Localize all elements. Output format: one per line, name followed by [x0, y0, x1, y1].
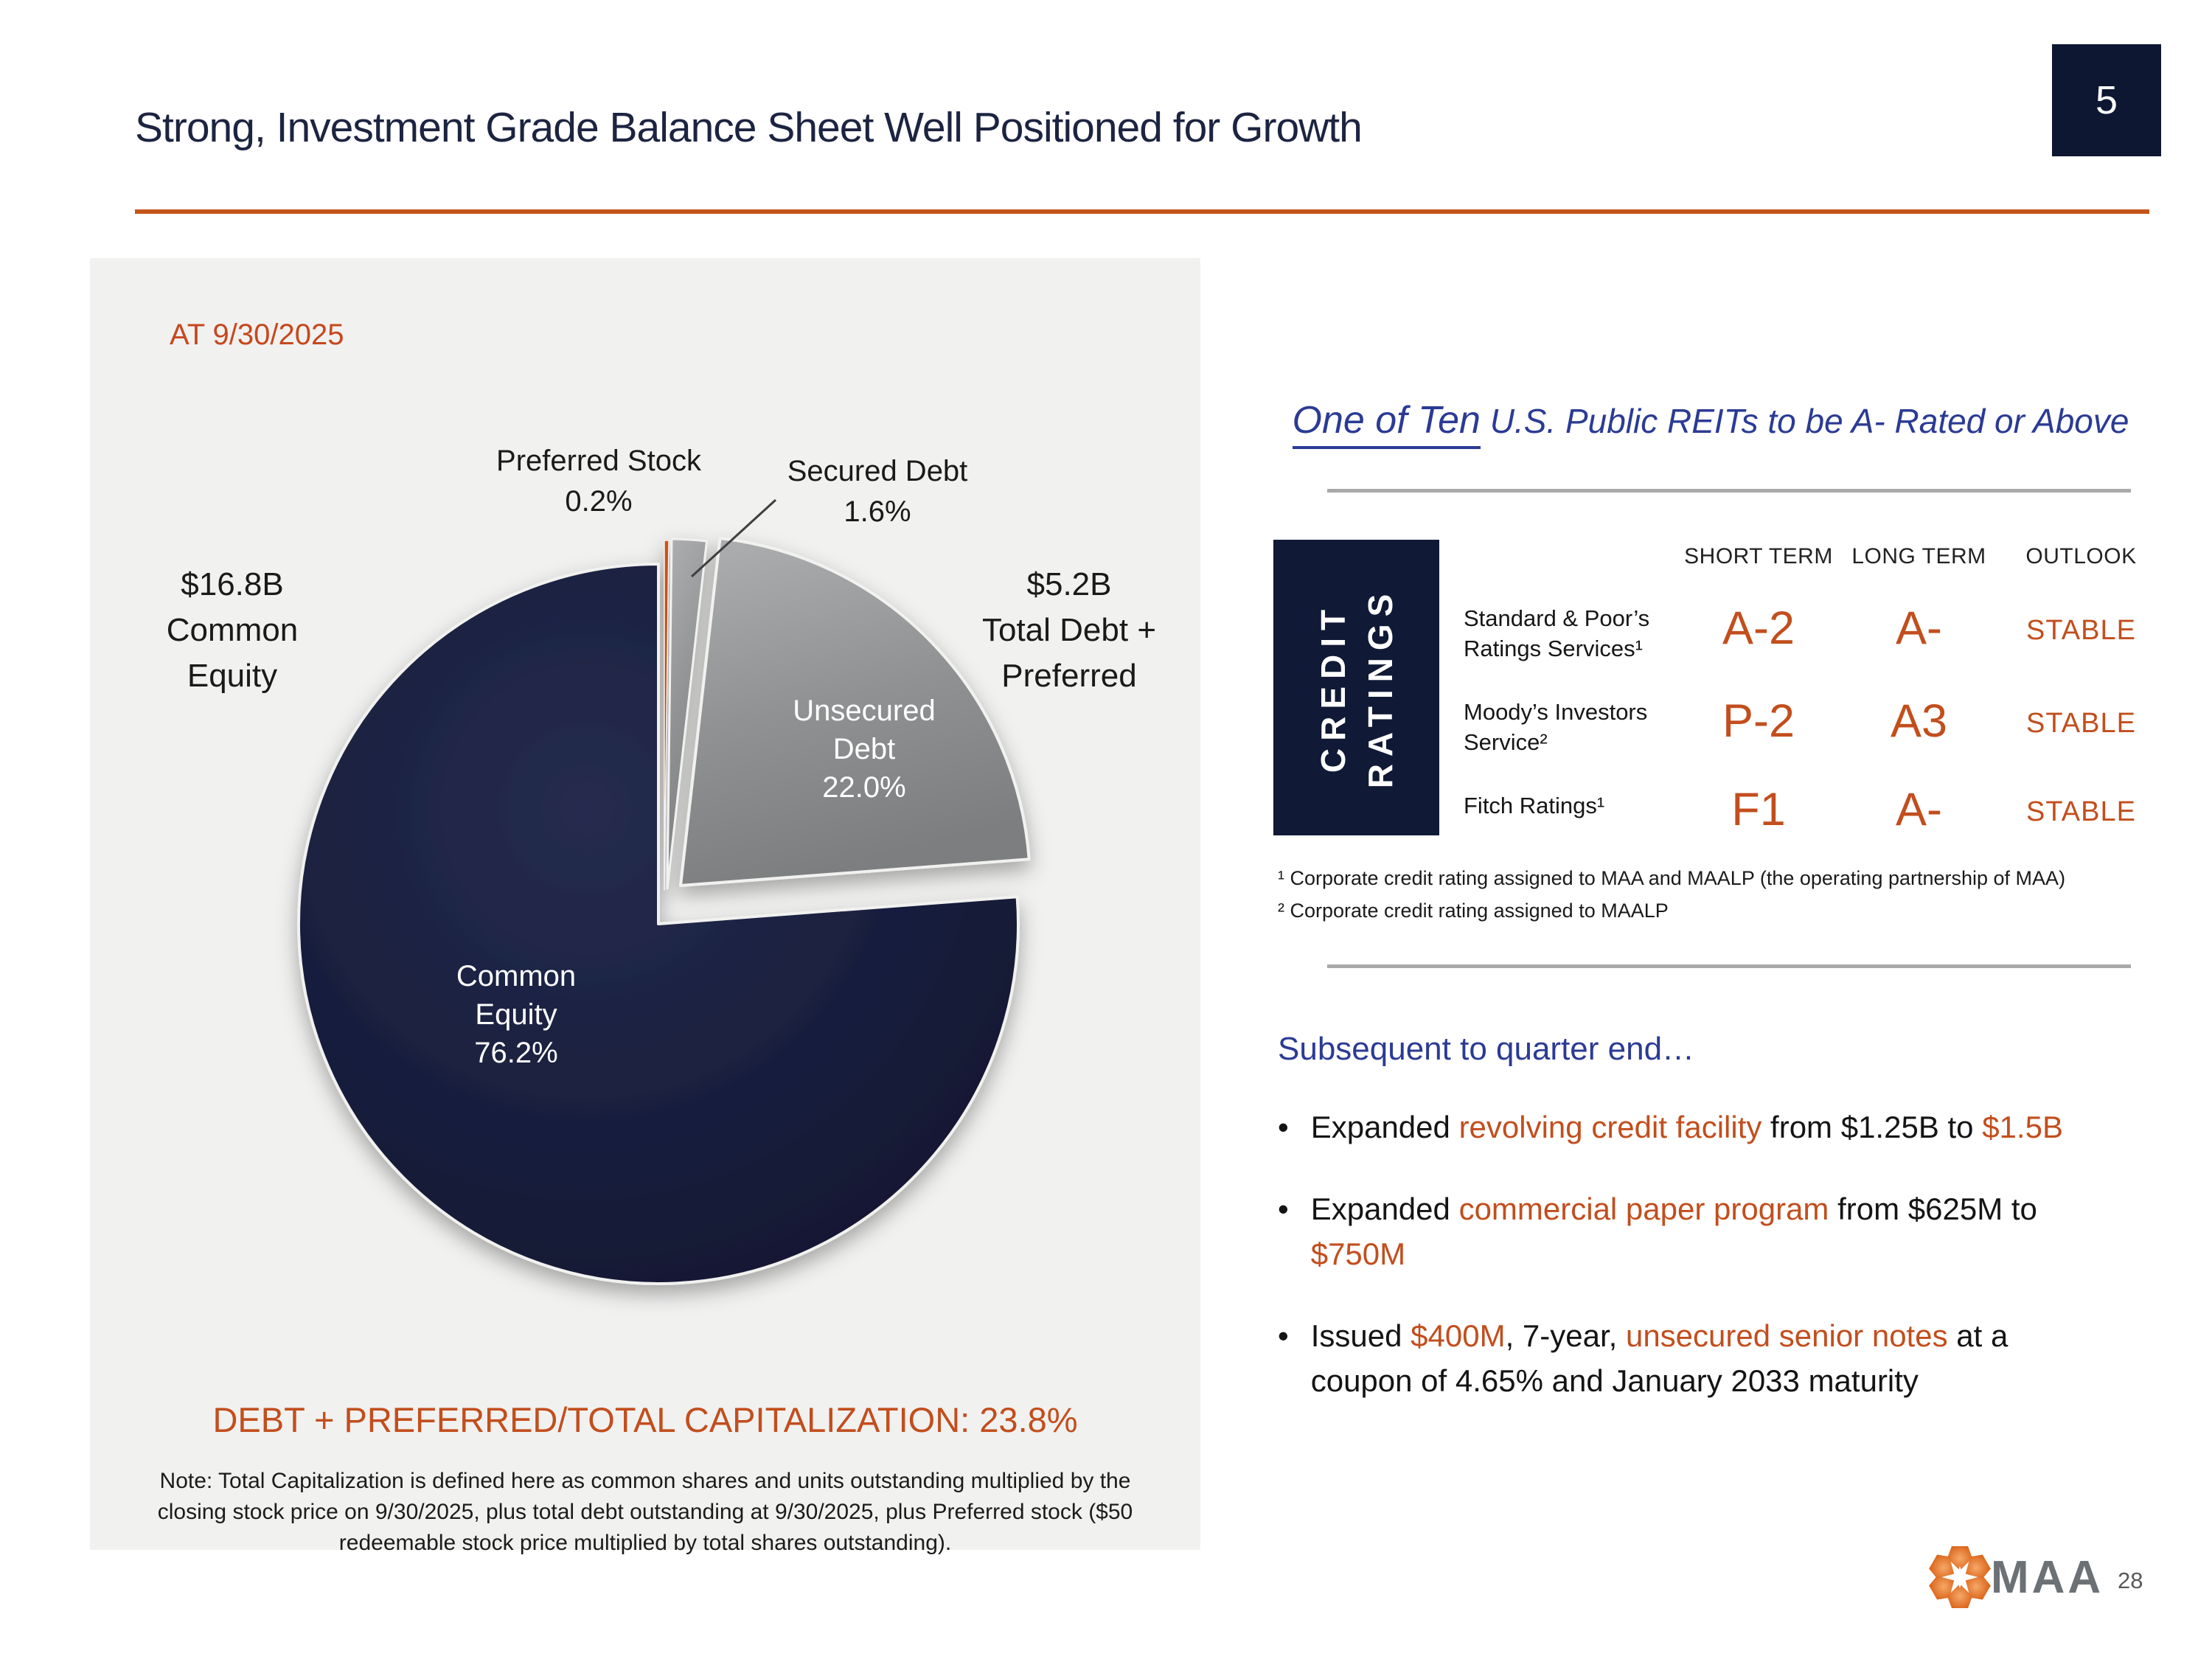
- page-number: 28: [2118, 1568, 2143, 1593]
- bullet-dot: •: [1278, 1318, 1289, 1353]
- common-equity-line3: Equity: [187, 658, 278, 694]
- common-equity-name: Common Equity: [456, 960, 577, 1031]
- bullet-dot: •: [1278, 1192, 1289, 1226]
- label-common-equity: [383, 957, 649, 1072]
- preferred-stock-pct: 0.2%: [565, 485, 633, 518]
- bullet-revolving-credit-text: Expanded revolving credit facility from $1.25B to $1.5B: [1310, 1110, 2063, 1144]
- common-equity-line2: Common: [166, 612, 299, 648]
- maa-logo-icon: [1923, 1540, 1997, 1614]
- secured-debt-pct: 1.6%: [844, 495, 911, 528]
- unsecured-debt-pct: 22.0%: [822, 771, 906, 804]
- fitch-long-term: A-: [1896, 784, 1942, 835]
- total-capitalization-note: Note: Total Capitalization is defined here as common shares and units outstanding multiplied by the closing stock price on 9/30/2025, plus total debt outstanding at 9/30/2025, plus Preferred stock ($50 redeemable stock price multiplied by total shares outstanding).: [157, 1469, 1133, 1555]
- bullet-senior-notes-text: Issued $400M, 7-year, unsecured senior notes at a coupon of 4.65% and January 2033 maturity: [1310, 1318, 2008, 1398]
- secured-debt-name: Secured Debt: [787, 455, 968, 487]
- label-unsecured-debt: [731, 692, 997, 807]
- bullet-commercial-paper: [1278, 1186, 2126, 1276]
- total-debt-annotation: [933, 562, 1206, 699]
- label-preferred-stock: [477, 441, 720, 522]
- title-underline-rule: [135, 209, 2149, 214]
- brand-wordmark: MAA: [1991, 1552, 2104, 1603]
- divider-bottom: [1327, 964, 2131, 968]
- fitch-outlook: STABLE: [2026, 796, 2136, 827]
- sp-long-term: A-: [1896, 602, 1942, 654]
- pie-wedges: [299, 538, 1029, 1284]
- preferred-stock-name: Preferred Stock: [496, 445, 701, 477]
- common-equity-pct: 76.2%: [474, 1037, 558, 1069]
- reit-rating-headline: One of Ten U.S. Public REITs to be A- Rated or Above: [1283, 398, 2138, 442]
- unsecured-debt-name: Unsecured Debt: [793, 695, 936, 765]
- column-header-short-term: SHORT TERM: [1684, 544, 1833, 568]
- credit-ratings-sidebar: [1273, 540, 1439, 835]
- bullet-dot: •: [1278, 1110, 1289, 1144]
- label-secured-debt: [752, 451, 1003, 532]
- moodys-short-term: P-2: [1722, 695, 1795, 747]
- subsequent-bullet-list: [1278, 1105, 2126, 1440]
- common-equity-annotation: [96, 562, 369, 699]
- column-header-long-term: LONG TERM: [1851, 544, 1986, 568]
- total-debt-line3: Preferred: [1001, 658, 1137, 694]
- divider-top: [1327, 489, 2131, 493]
- slide-number: 5: [2095, 78, 2118, 122]
- subsequent-heading: Subsequent to quarter end…: [1278, 1031, 1695, 1067]
- sp-outlook: STABLE: [2026, 615, 2136, 646]
- bullet-revolving-credit: [1278, 1105, 2126, 1150]
- footnote-2: ² Corporate credit rating assigned to MAALP: [1278, 900, 1669, 922]
- total-debt-value: $5.2B: [1026, 566, 1112, 602]
- agency-moodys: Moody’s Investors Service²: [1464, 699, 1648, 755]
- as-of-date-label: AT 9/30/2025: [170, 319, 344, 351]
- column-header-outlook: OUTLOOK: [2025, 544, 2137, 568]
- sp-short-term: A-2: [1722, 602, 1795, 654]
- fitch-short-term: F1: [1731, 784, 1786, 835]
- total-debt-line2: Total Debt +: [981, 612, 1157, 648]
- credit-ratings-label-line2: RATINGS: [1360, 586, 1399, 789]
- common-equity-value: $16.8B: [181, 566, 284, 602]
- agency-fitch: Fitch Ratings¹: [1464, 793, 1605, 818]
- credit-ratings-label-line1: CREDIT: [1313, 602, 1352, 773]
- footnote-1: ¹ Corporate credit rating assigned to MAA and MAALP (the operating partnership of MAA): [1278, 867, 2066, 889]
- agency-sp: Standard & Poor’s Ratings Services¹: [1464, 605, 1650, 661]
- page-title: Strong, Investment Grade Balance Sheet Well Positioned for Growth: [135, 104, 1362, 151]
- bullet-senior-notes: [1278, 1313, 2126, 1403]
- cap-ratio-statement: DEBT + PREFERRED/TOTAL CAPITALIZATION: 23.8%: [212, 1400, 1078, 1439]
- moodys-outlook: STABLE: [2026, 708, 2136, 739]
- bullet-commercial-paper-text: Expanded commercial paper program from $625M to $750M: [1310, 1192, 2037, 1271]
- moodys-long-term: A3: [1890, 695, 1948, 747]
- slide-number-box: [2052, 44, 2161, 156]
